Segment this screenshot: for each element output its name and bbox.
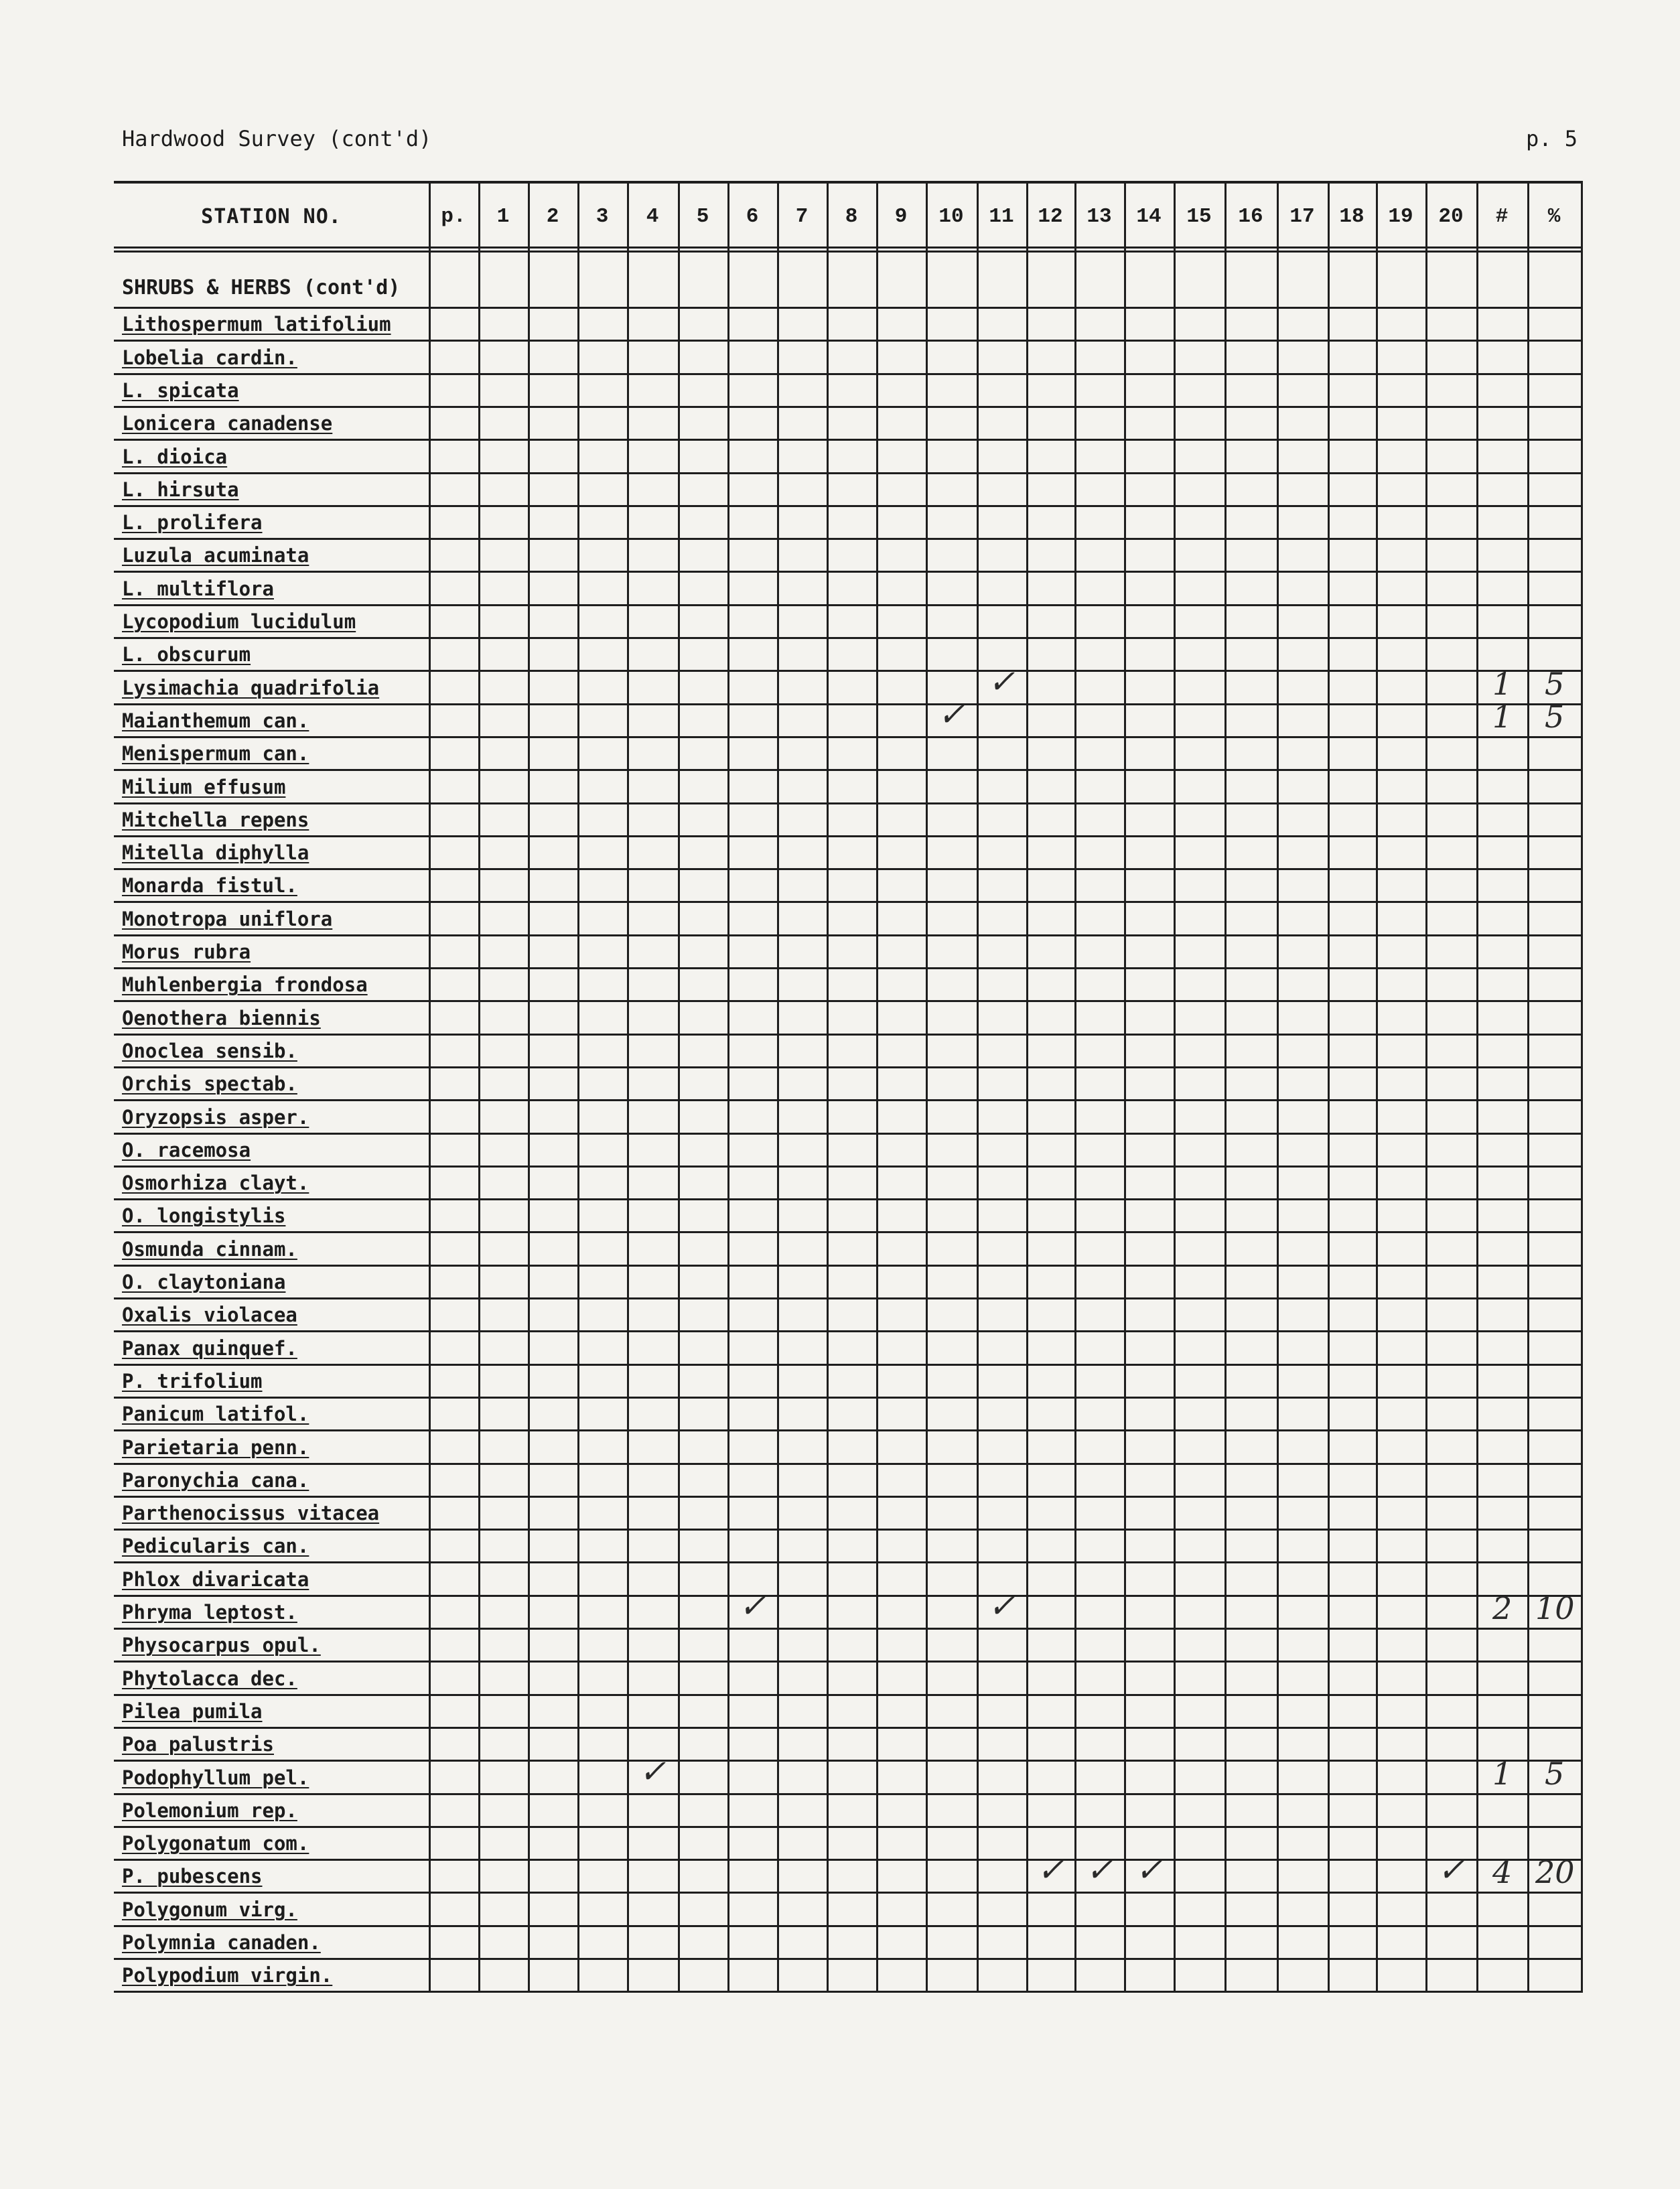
column-header-16: 16: [1238, 205, 1263, 228]
grid-vertical-line: [1527, 181, 1529, 1993]
grid-horizontal-line: [114, 571, 1583, 573]
species-name: L. hirsuta: [122, 478, 239, 501]
column-header-1: 1: [496, 205, 510, 228]
grid-horizontal-line: [114, 373, 1583, 375]
species-name: P. trifolium: [122, 1369, 263, 1393]
grid-horizontal-line: [114, 934, 1583, 936]
grid-vertical-line: [1476, 181, 1478, 1993]
grid-horizontal-line: [114, 1793, 1583, 1795]
grid-horizontal-line: [114, 1529, 1583, 1531]
check-mark-icon: ✓: [1135, 1851, 1163, 1890]
grid-horizontal-line: [114, 1166, 1583, 1168]
check-mark-icon: ✓: [1086, 1851, 1113, 1890]
species-name: Polygonatum com.: [122, 1832, 309, 1855]
grid-vertical-line: [876, 181, 878, 1993]
grid-vertical-line: [727, 181, 729, 1993]
column-header-9: 9: [894, 205, 908, 228]
grid-horizontal-line: [114, 1561, 1583, 1563]
species-name: Lysimachia quadrifolia: [122, 676, 380, 699]
grid-horizontal-line: [114, 868, 1583, 870]
species-name: Morus rubra: [122, 940, 251, 963]
species-name: Polypodium virgin.: [122, 1964, 333, 1987]
page-number: p. 5: [1526, 126, 1578, 151]
grid-horizontal-line: [114, 703, 1583, 705]
station-count: 2: [1492, 1590, 1513, 1626]
column-header-11: 11: [989, 205, 1014, 228]
species-name: L. obscurum: [122, 643, 251, 666]
grid-vertical-line: [1174, 181, 1176, 1993]
grid-vertical-line: [478, 181, 480, 1993]
species-name: Oryzopsis asper.: [122, 1105, 309, 1129]
station-count: 1: [1492, 1755, 1513, 1792]
column-header-19: 19: [1388, 205, 1413, 228]
grid-horizontal-line: [114, 1099, 1583, 1101]
species-name: O. longistylis: [122, 1204, 286, 1228]
grid-vertical-line: [926, 181, 928, 1993]
species-name: Panicum latifol.: [122, 1403, 309, 1426]
grid-horizontal-line: [114, 538, 1583, 540]
grid-horizontal-line: [114, 1297, 1583, 1299]
species-name: Pedicularis can.: [122, 1535, 309, 1558]
species-name: Milium effusum: [122, 775, 286, 798]
grid-vertical-line: [1581, 181, 1583, 1993]
grid-horizontal-line: [114, 1661, 1583, 1663]
grid-horizontal-line: [114, 967, 1583, 969]
column-header-14: 14: [1136, 205, 1162, 228]
column-header-6: 6: [746, 205, 759, 228]
grid-horizontal-line: [114, 1429, 1583, 1431]
species-name: L. multiflora: [122, 577, 274, 600]
check-mark-icon: ✓: [988, 662, 1016, 701]
column-header-8: 8: [845, 205, 858, 228]
grid-horizontal-line: [114, 1991, 1583, 1993]
species-name: P. pubescens: [122, 1865, 263, 1888]
station-percent: 5: [1545, 665, 1565, 702]
document-title: Hardwood Survey (cont'd): [122, 126, 432, 151]
grid-vertical-line: [777, 181, 779, 1993]
column-header-15: 15: [1186, 205, 1212, 228]
species-name: Phryma leptost.: [122, 1601, 297, 1624]
column-header-2: 2: [546, 205, 559, 228]
species-name: Lonicera canadense: [122, 412, 333, 435]
grid-vertical-line: [429, 181, 431, 1993]
grid-horizontal-line: [114, 406, 1583, 408]
grid-horizontal-line: [114, 604, 1583, 606]
check-mark-icon: ✓: [988, 1587, 1016, 1625]
column-header-13: 13: [1087, 205, 1112, 228]
grid-horizontal-line: [114, 246, 1583, 249]
species-name: Panax quinquef.: [122, 1336, 297, 1360]
species-name: Pilea pumila: [122, 1699, 263, 1723]
species-name: Oenothera biennis: [122, 1006, 321, 1030]
station-percent: 5: [1545, 1755, 1565, 1792]
grid-horizontal-line: [114, 1760, 1583, 1762]
grid-horizontal-line: [114, 181, 1583, 184]
species-name: Lobelia cardin.: [122, 346, 297, 369]
column-header-10: 10: [938, 205, 964, 228]
grid-horizontal-line: [114, 1727, 1583, 1729]
grid-vertical-line: [528, 181, 530, 1993]
grid-vertical-line: [1328, 181, 1330, 1993]
species-name: O. racemosa: [122, 1138, 251, 1161]
column-header-4: 4: [646, 205, 659, 228]
grid-vertical-line: [1277, 181, 1279, 1993]
grid-horizontal-line: [114, 1694, 1583, 1696]
grid-horizontal-line: [114, 439, 1583, 441]
grid-horizontal-line: [114, 1496, 1583, 1498]
grid-horizontal-line: [114, 1066, 1583, 1068]
species-name: Poa palustris: [122, 1733, 274, 1756]
grid-horizontal-line: [114, 1595, 1583, 1597]
grid-vertical-line: [678, 181, 680, 1993]
grid-horizontal-line: [114, 1397, 1583, 1399]
grid-horizontal-line: [114, 1463, 1583, 1465]
station-count: 1: [1492, 665, 1513, 702]
grid-vertical-line: [1376, 181, 1378, 1993]
grid-horizontal-line: [114, 670, 1583, 672]
grid-horizontal-line: [114, 1000, 1583, 1002]
grid-horizontal-line: [114, 1133, 1583, 1135]
station-percent: 5: [1545, 698, 1565, 735]
column-header-p: p.: [441, 205, 466, 228]
species-name: Parthenocissus vitacea: [122, 1502, 380, 1525]
species-name: Parietaria penn.: [122, 1435, 309, 1459]
check-mark-icon: ✓: [1037, 1851, 1064, 1890]
column-header-count: #: [1495, 205, 1509, 228]
grid-horizontal-line: [114, 1198, 1583, 1200]
grid-horizontal-line: [114, 340, 1583, 342]
grid-vertical-line: [627, 181, 629, 1993]
grid-horizontal-line: [114, 1892, 1583, 1894]
species-name: Polygonum virg.: [122, 1898, 297, 1921]
species-name: Lycopodium lucidulum: [122, 610, 356, 633]
species-name: Polymnia canaden.: [122, 1931, 321, 1954]
species-name: L. dioica: [122, 445, 228, 468]
survey-grid: [114, 181, 1582, 2014]
species-name: Oxalis violacea: [122, 1303, 297, 1327]
species-name: Osmorhiza clayt.: [122, 1172, 309, 1195]
column-header-5: 5: [696, 205, 709, 228]
check-mark-icon: ✓: [938, 695, 965, 733]
species-name: Monarda fistul.: [122, 874, 297, 898]
grid-vertical-line: [1224, 181, 1227, 1993]
grid-horizontal-line: [114, 835, 1583, 837]
grid-horizontal-line: [114, 901, 1583, 903]
species-name: L. spicata: [122, 378, 239, 402]
column-header-18: 18: [1339, 205, 1364, 228]
species-name: Paronychia cana.: [122, 1468, 309, 1492]
species-name: L. prolifera: [122, 511, 263, 535]
column-header-12: 12: [1038, 205, 1063, 228]
grid-vertical-line: [577, 181, 579, 1993]
species-name: Monotropa uniflora: [122, 907, 333, 930]
species-name: Muhlenbergia frondosa: [122, 973, 368, 997]
grid-horizontal-line: [114, 1265, 1583, 1267]
station-percent: 20: [1535, 1854, 1575, 1891]
grid-horizontal-line: [114, 1330, 1583, 1332]
grid-horizontal-line: [114, 251, 1583, 253]
station-number-header: STATION NO.: [201, 205, 342, 228]
grid-horizontal-line: [114, 802, 1583, 804]
station-count: 1: [1492, 698, 1513, 735]
grid-vertical-line: [1425, 181, 1427, 1993]
species-name: Orchis spectab.: [122, 1072, 297, 1096]
species-name: Lithospermum latifolium: [122, 313, 391, 336]
grid-horizontal-line: [114, 1859, 1583, 1861]
column-header-17: 17: [1289, 205, 1315, 228]
grid-vertical-line: [977, 181, 979, 1993]
grid-horizontal-line: [114, 1364, 1583, 1366]
species-name: Physocarpus opul.: [122, 1634, 321, 1657]
grid-horizontal-line: [114, 637, 1583, 639]
check-mark-icon: ✓: [1438, 1851, 1465, 1890]
grid-horizontal-line: [114, 1925, 1583, 1927]
species-name: Onoclea sensib.: [122, 1039, 297, 1062]
grid-horizontal-line: [114, 1958, 1583, 1960]
species-name: O. claytoniana: [122, 1271, 286, 1293]
grid-horizontal-line: [114, 736, 1583, 738]
species-name: Phlox divaricata: [122, 1567, 309, 1591]
species-name: Phytolacca dec.: [122, 1667, 297, 1690]
grid-vertical-line: [1026, 181, 1028, 1993]
species-name: Mitchella repens: [122, 808, 309, 831]
species-name: Podophyllum pel.: [122, 1766, 309, 1789]
station-percent: 10: [1535, 1590, 1575, 1626]
species-name: Maianthemum can.: [122, 709, 309, 732]
grid-horizontal-line: [114, 1034, 1583, 1036]
grid-horizontal-line: [114, 1231, 1583, 1233]
column-header-20: 20: [1438, 205, 1464, 228]
species-name: Menispermum can.: [122, 742, 309, 766]
grid-horizontal-line: [114, 472, 1583, 474]
grid-vertical-line: [1124, 181, 1126, 1993]
grid-horizontal-line: [114, 505, 1583, 507]
grid-vertical-line: [1074, 181, 1076, 1993]
species-name: Luzula acuminata: [122, 544, 309, 567]
species-name: Mitella diphylla: [122, 841, 309, 865]
check-mark-icon: ✓: [739, 1587, 766, 1625]
species-name: Osmunda cinnam.: [122, 1237, 297, 1261]
grid-horizontal-line: [114, 1628, 1583, 1630]
grid-horizontal-line: [114, 769, 1583, 771]
column-header-percent: %: [1547, 205, 1561, 228]
station-count: 4: [1492, 1854, 1513, 1891]
grid-horizontal-line: [114, 307, 1583, 309]
grid-horizontal-line: [114, 1826, 1583, 1828]
column-header-3: 3: [596, 205, 609, 228]
check-mark-icon: ✓: [639, 1752, 667, 1790]
species-name: Polemonium rep.: [122, 1798, 297, 1822]
grid-vertical-line: [827, 181, 829, 1993]
column-header-7: 7: [795, 205, 809, 228]
section-label: SHRUBS & HERBS (cont'd): [122, 276, 401, 299]
